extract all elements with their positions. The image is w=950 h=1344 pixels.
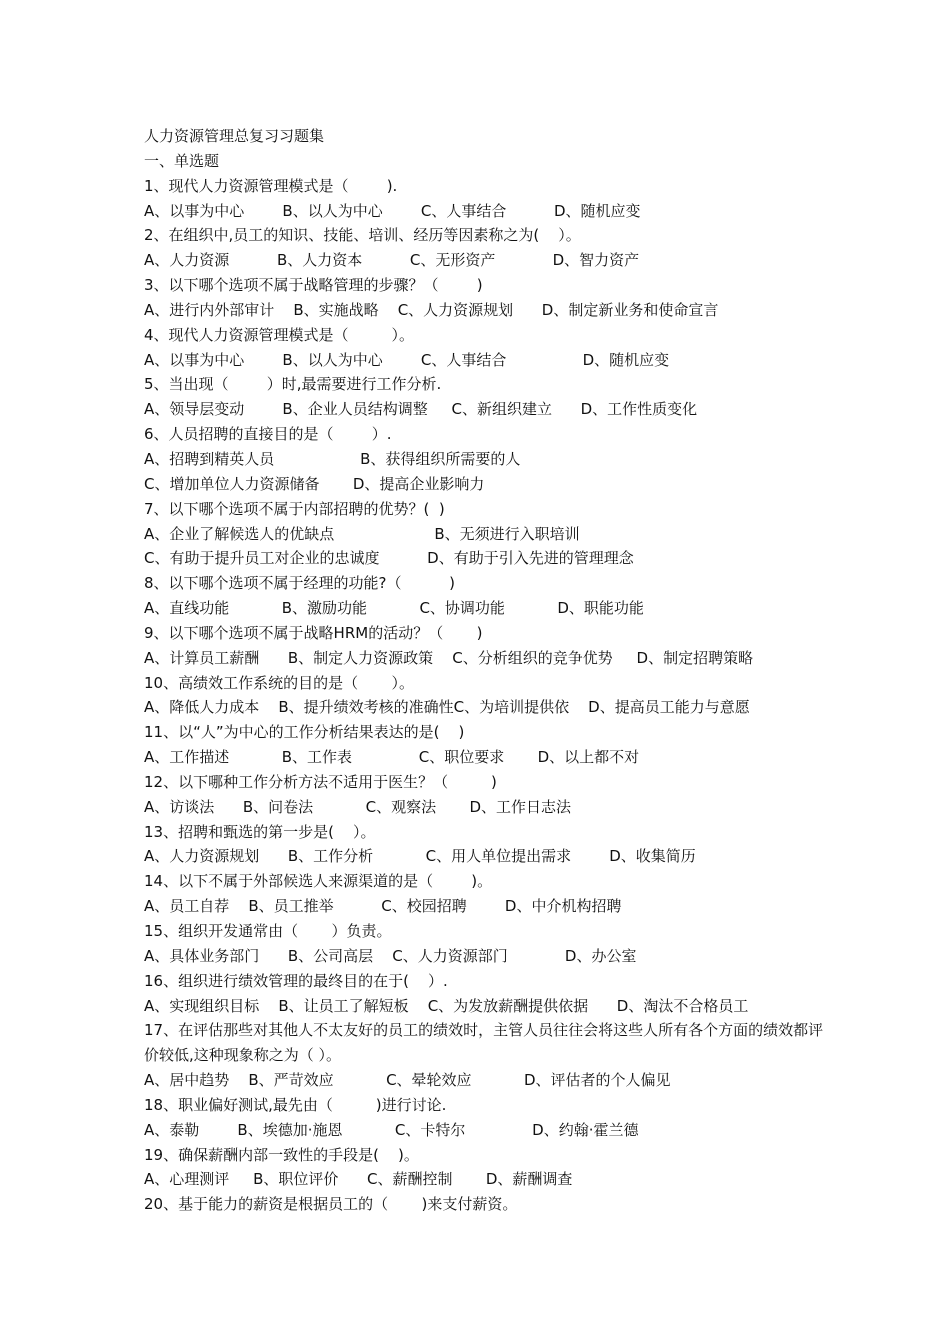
- document-title: 人力资源管理总复习习题集: [144, 127, 325, 145]
- question-text: 14、以下不属于外部候选人来源渠道的是（ )。: [144, 872, 493, 891]
- question-text: 1、现代人力资源管理模式是（ ).: [144, 176, 398, 195]
- answer-options: A、领导层变动 B、企业人员结构调整 C、新组织建立 D、工作性质变化: [144, 400, 698, 419]
- answer-options: A、企业了解候选人的优缺点 B、无须进行入职培训: [144, 524, 580, 543]
- section-heading: 一、单选题: [144, 151, 220, 170]
- answer-options: A、以事为中心 B、以人为中心 C、人事结合 D、随机应变: [144, 201, 641, 220]
- question-text: 19、确保薪酬内部一致性的手段是( )。: [144, 1145, 419, 1164]
- answer-options: C、增加单位人力资源储备 D、提高企业影响力: [144, 474, 485, 493]
- answer-options: C、有助于提升员工对企业的忠诚度 D、有助于引入先进的管理理念: [144, 549, 634, 568]
- question-text: 2、在组织中,员工的知识、技能、培训、经历等因素称之为( ）。: [144, 226, 581, 245]
- answer-options: A、具体业务部门 B、公司高层 C、人力资源部门 D、办公室: [144, 946, 637, 965]
- answer-options: A、访谈法 B、问卷法 C、观察法 D、工作日志法: [144, 797, 572, 816]
- question-text: 3、以下哪个选项不属于战略管理的步骤？（ ): [144, 276, 483, 295]
- answer-options: A、泰勒 B、埃德加·施恩 C、卡特尔 D、约翰·霍兰德: [144, 1120, 639, 1139]
- question-text: 6、人员招聘的直接目的是（ ）.: [144, 425, 392, 444]
- question-text: 7、以下哪个选项不属于内部招聘的优势？( ): [144, 499, 445, 518]
- question-text: 5、当出现（ ）时,最需要进行工作分析.: [144, 375, 442, 394]
- question-text: 18、职业偏好测试,最先由（ )进行讨论.: [144, 1095, 447, 1114]
- answer-options: A、计算员工薪酬 B、制定人力资源政策 C、分析组织的竞争优势 D、制定招聘策略: [144, 648, 754, 667]
- question-list: [144, 174, 824, 1217]
- answer-options: A、招聘到精英人员 B、获得组织所需要的人: [144, 449, 521, 468]
- question-text: 20、基于能力的薪资是根据员工的（ )来支付薪资。: [144, 1195, 518, 1214]
- question-text: 4、现代人力资源管理模式是（ ）。: [144, 325, 414, 344]
- answer-options: A、人力资源 B、人力资本 C、无形资产 D、智力资产: [144, 251, 640, 270]
- question-text: 16、组织进行绩效管理的最终目的在于( ）.: [144, 971, 448, 990]
- answer-options: A、降低人力成本 B、提升绩效考核的准确性C、为培训提供依 D、提高员工能力与意愿: [144, 698, 750, 717]
- answer-options: A、居中趋势 B、严苛效应 C、晕轮效应 D、评估者的个人偏见: [144, 1071, 671, 1090]
- answer-options: A、直线功能 B、激励功能 C、协调功能 D、职能功能: [144, 599, 644, 618]
- question-text: 17、在评估那些对其他人不太友好的员工的绩效时，主管人员往往会将这些人所有各个方面的绩效都评价较低,这种现象称之为（ ）。: [144, 1021, 824, 1065]
- answer-options: A、工作描述 B、工作表 C、职位要求 D、以上都不对: [144, 748, 640, 767]
- question-text: 15、组织开发通常由（ ）负责。: [144, 922, 392, 940]
- question-text: 10、高绩效工作系统的目的是（ ）。: [144, 673, 414, 692]
- question-text: 9、以下哪个选项不属于战略HRM的活动？（ ): [144, 623, 483, 642]
- question-text: 8、以下哪个选项不属于经理的功能?（ ): [144, 574, 456, 593]
- question-text: 11、以“人”为中心的工作分析结果表达的是( ): [144, 723, 465, 742]
- answer-options: A、实现组织目标 B、让员工了解短板 C、为发放薪酬提供依据 D、淘汰不合格员工: [144, 996, 749, 1015]
- answer-options: A、心理测评 B、职位评价 C、薪酬控制 D、薪酬调查: [144, 1170, 573, 1189]
- answer-options: A、员工自荐 B、员工推举 C、校园招聘 D、中介机构招聘: [144, 897, 622, 916]
- question-text: 13、招聘和甄选的第一步是( ）。: [144, 822, 376, 841]
- answer-options: A、人力资源规划 B、工作分析 C、用人单位提出需求 D、收集简历: [144, 847, 696, 866]
- document-body: [144, 124, 824, 1217]
- answer-options: A、以事为中心 B、以人为中心 C、人事结合 D、随机应变: [144, 350, 670, 369]
- question-text: 12、以下哪种工作分析方法不适用于医生？（ ): [144, 772, 497, 791]
- answer-options: A、进行内外部审计 B、实施战略 C、人力资源规划 D、制定新业务和使命宣言: [144, 300, 719, 319]
